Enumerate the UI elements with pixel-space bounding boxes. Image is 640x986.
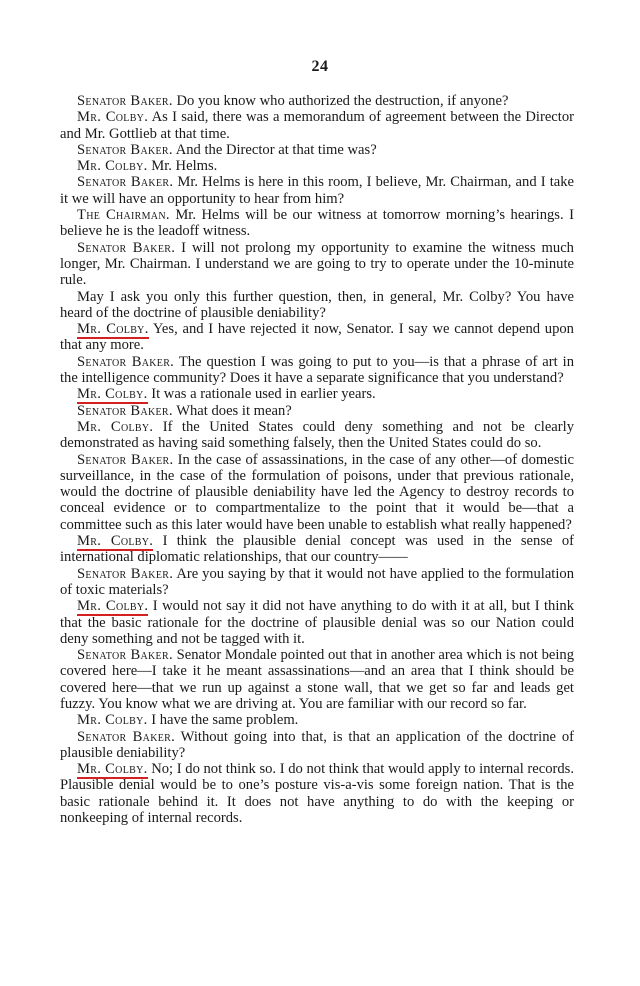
speaker-name: Senator Baker.: [77, 353, 175, 370]
paragraph-text: I think the plausible denial concept was used in the sense of international diplomatic relationships, that our country——: [60, 533, 574, 566]
paragraph-text: In the case of assassinations, in the case of any other—of domestic surveillance, in the case of the formulation of poisons, under that previous rationale, would the doctrine of plausible deniability have led the Agency to destroy records to conceal evidence or to compartmentalize to the point that it would be—that a committee such as this later would have been unable to establish what really happened?: [60, 451, 574, 533]
speaker-name-underlined: Mr. Colby.: [77, 598, 149, 615]
speaker-name: Mr. Colby.: [77, 712, 148, 729]
speaker-name: The Chairman.: [77, 207, 170, 224]
paragraph-text: The question I was going to put to you—is that a phrase of art in the intelligence community? Does it have a separate significance that you understand?: [60, 353, 574, 387]
transcript-paragraph: [60, 93, 574, 109]
speaker-name: Mr. Colby.: [77, 418, 154, 435]
speaker-name: Senator Baker.: [77, 174, 174, 191]
paragraph-text: Mr. Helms will be our witness at tomorrow morning’s hearings. I believe he is the leadoff witness.: [60, 207, 574, 240]
transcript-paragraph: [60, 598, 574, 647]
transcript-paragraph: [60, 403, 574, 419]
paragraph-text: Are you saying by that it would not have applied to the formulation of toxic materials?: [60, 565, 575, 598]
paragraph-text: I have the same problem.: [151, 712, 299, 729]
speaker-name: Senator Baker.: [77, 647, 173, 664]
transcript-body: [60, 93, 574, 826]
transcript-paragraph: [60, 761, 574, 826]
transcript-paragraph: [60, 109, 574, 142]
transcript-paragraph: [60, 174, 574, 207]
paragraph-text: I will not prolong my opportunity to examine the witness much longer, Mr. Chairman. I understand we are going to try to operate under the 10-minute rule.: [60, 239, 574, 289]
paragraph-text: No; I do not think so. I do not think that would apply to internal records. Plausible denial would be to one’s posture vis-a-vis some foreign nation. That is the basic rationale behind it. It does not have anything to do with the keeping or nonkeeping of internal records.: [60, 761, 574, 827]
speaker-name: Mr. Colby.: [77, 109, 149, 126]
speaker-name: Mr. Colby.: [77, 158, 148, 175]
page-number: 24: [311, 58, 329, 75]
paragraph-text: Mr. Helms is here in this room, I believe, Mr. Chairman, and I take it we will have an opportunity to hear from him?: [60, 174, 574, 207]
transcript-paragraph: [60, 354, 574, 387]
speaker-name: Senator Baker.: [77, 93, 173, 109]
paragraph-text: It was a rationale used in earlier years.: [151, 386, 376, 403]
speaker-name: Senator Baker.: [77, 451, 174, 468]
paragraph-text: Mr. Helms.: [151, 158, 218, 175]
paragraph-text: Senator Mondale pointed out that in another area which is not being covered here—I take it he meant assassinations—and an area that I think should be covered here—that we run up against a stone wall, that we get so far and leads get fuzzy. You know what we are driving at. You are familiar with our record so far.: [60, 647, 574, 712]
paragraph-text: Yes, and I have rejected it now, Senator. I say we cannot depend upon that any more.: [60, 321, 574, 354]
speaker-name-underlined: Mr. Colby.: [77, 761, 148, 778]
paragraph-text: I would not say it did not have anything to do with it at all, but I think that the basic rationale for the doctrine of plausible denial was so our Nation could deny something and not be tagged with it.: [60, 598, 574, 647]
transcript-paragraph: [60, 533, 574, 566]
speaker-name-underlined: Mr. Colby.: [77, 533, 154, 550]
transcript-paragraph: [60, 240, 574, 289]
paragraph-text: And the Director at that time was?: [175, 141, 377, 158]
transcript-paragraph: [60, 142, 574, 158]
speaker-name-underlined: Mr. Colby.: [77, 321, 149, 338]
paragraph-text: May I ask you only this further question, then, in general, Mr. Colby? You have heard of the doctrine of plausible deniability?: [60, 288, 574, 321]
transcript-paragraph: [60, 158, 574, 174]
transcript-paragraph: [60, 386, 574, 402]
transcript-paragraph: [60, 419, 574, 452]
speaker-name: Senator Baker.: [77, 141, 173, 158]
speaker-name-underlined: Mr. Colby.: [77, 386, 148, 403]
transcript-paragraph: [60, 452, 574, 533]
speaker-name: Senator Baker.: [77, 728, 176, 745]
transcript-paragraph: [60, 566, 574, 599]
transcript-paragraph: [60, 207, 574, 240]
transcript-paragraph: [60, 712, 574, 728]
transcript-paragraph: [60, 321, 574, 354]
transcript-paragraph: [60, 647, 574, 712]
speaker-name: Senator Baker.: [77, 239, 176, 256]
speaker-name: Senator Baker.: [77, 402, 173, 419]
transcript-paragraph: [60, 729, 574, 762]
paragraph-text: Do you know who authorized the destruction, if anyone?: [176, 93, 509, 109]
paragraph-text: If the United States could deny something and not be clearly demonstrated as having said something falsely, then the United States could do so.: [60, 418, 574, 452]
transcript-paragraph: [60, 289, 574, 322]
speaker-name: Senator Baker.: [77, 565, 174, 582]
paragraph-text: As I said, there was a memorandum of agreement between the Director and Mr. Gottlieb at that time.: [60, 109, 574, 142]
paragraph-text: Without going into that, is that an application of the doctrine of plausible deniability?: [60, 728, 574, 761]
paragraph-text: What does it mean?: [176, 402, 292, 419]
